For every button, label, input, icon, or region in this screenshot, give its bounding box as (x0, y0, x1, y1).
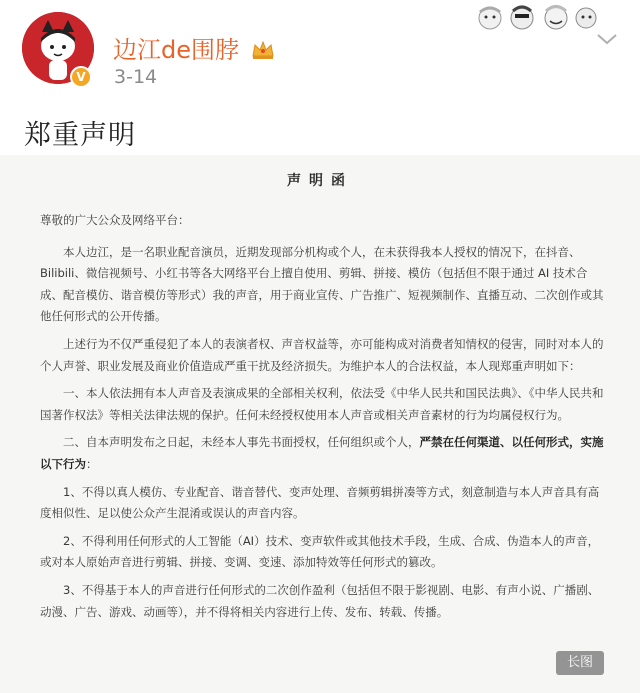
document-bold-text: 严禁在任何渠道、以任何形式，实施以下行为 (40, 435, 604, 471)
document-paragraph: 一、本人依法拥有本人声音及表演成果的全部相关权利，依法受《中华人民共和国民法典》、《中华人民共和国著作权法》等相关法律法规的保护。任何未经授权使用本人声音或相关声音素材的行为均属侵权行为。 (40, 386, 604, 422)
post-date: 3-14 (114, 66, 158, 88)
username-text: 边江de围脖 (113, 36, 239, 64)
document-list-item: 1、不得以真人模仿、专业配音、谐音替代、变声处理、音频剪辑拼凑等方式，刻意制造与本人声音具有高度相似性、足以使公众产生混淆或误认的声音内容。 (40, 484, 600, 521)
document-title: 声明函 (287, 173, 353, 189)
crown-icon (251, 40, 275, 60)
chevron-down-icon[interactable] (595, 30, 619, 48)
document-paragraph (40, 432, 606, 475)
statement-image[interactable] (0, 155, 640, 693)
document-paragraph: 上述行为不仅严重侵犯了本人的表演者权、声音权益等，亦可能构成对消费者知情权的侵害，同时对本人的个人声誉、职业发展及商业价值造成严重干扰及经济损失。为维护本人的合法权益，本人现郑重声明如下： (40, 336, 604, 373)
document-list-item: 3、不得基于本人的声音进行任何形式的二次创作盈利（包括但不限于影视剧、电影、有声小说、广播剧、动漫、广告、游戏、动画等），并不得将相关内容进行上传、发布、转载、传播。 (40, 582, 600, 619)
username-link[interactable] (113, 30, 275, 65)
document-list-item: 2、不得利用任何形式的人工智能（AI）技术、变声软件或其他技术手段，生成、合成、伪造本人的声音，或对本人原始声音进行剪辑、拼接、变调、变速、添加特效等任何形式的篡改。 (40, 533, 600, 570)
post-header (0, 0, 640, 100)
document-text: ： (86, 456, 98, 471)
sticker-decoration-icon (470, 2, 600, 32)
document-body (40, 210, 606, 629)
long-image-badge: 长图 (556, 651, 604, 675)
document-text: 二、自本声明发布之日起，未经本人事先书面授权，任何组织或个人， (63, 435, 420, 450)
document-greeting: 尊敬的广大公众及网络平台： (40, 213, 190, 227)
verified-badge-icon: V (70, 66, 92, 88)
document-paragraph: 本人边江，是一名职业配音演员，近期发现部分机构或个人，在未获得我本人授权的情况下，在抖音、Bilibili、微信视频号、小红书等各大网络平台上擅自使用、剪辑、拼接、模仿（包括但不限于通过 AI 技术合成、配音模仿、谐音模仿等形式）我的声音，用于商业宣传、广告推广、短视频制作、直播互动、二次创作或其他任何形式的公开传播。 (40, 244, 604, 324)
post-title: 郑重声明 (24, 120, 136, 151)
